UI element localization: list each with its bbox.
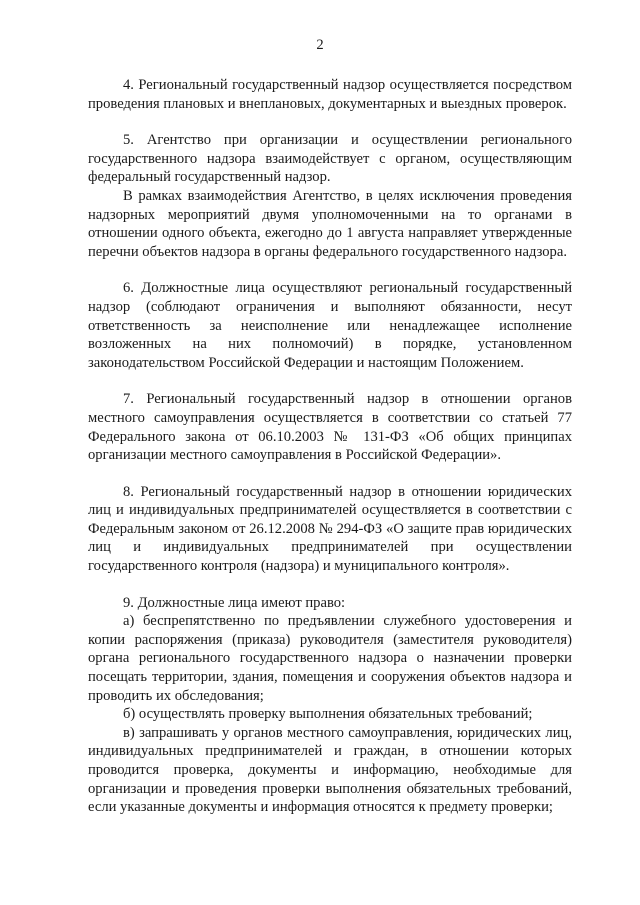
- document-body: [88, 76, 572, 817]
- page-number: 2: [316, 37, 324, 53]
- paragraph-5-continuation: В рамках взаимодействия Агентство, в целях исключения проведения надзорных мероприятий двумя уполномоченными на то органами в отношении одного объекта, ежегодно до 1 августа направляет утвержденные перечни объектов надзора в органы федерального государственного надзора.: [88, 187, 572, 260]
- paragraph-7: 7. Региональный государственный надзор в отношении органов местного самоуправления осуществляется в соответствии со статьей 77 Федерального закона от 06.10.2003 № 131-ФЗ «Об общих принципах организации местного самоуправления в Российской Федерации».: [88, 391, 572, 464]
- paragraph-9-heading: 9. Должностные лица имеют право:: [123, 594, 346, 611]
- paragraph-5: 5. Агентство при организации и осуществлении регионального государственного надзора взаимодействует с органом, осуществляющим федеральный государственный надзор.: [88, 132, 572, 186]
- list-item-b: б) осуществлять проверку выполнения обязательных требований;: [123, 706, 533, 723]
- list-item-a: а) беспрепятственно по предъявлении служебного удостоверения и копии распоряжения (приказа) руководителя (заместителя руководителя) органа регионального государственного надзора о назначении проверки посещать территории, здания, помещения и сооружения объектов надзора и проводить их обследования;: [88, 613, 572, 704]
- paragraph-6: 6. Должностные лица осуществляют региональный государственный надзор (соблюдают ограничения и выполняют обязанности, несут ответственность за неисполнение или ненадлежащее исполнение возложенных на них полномочий) в порядке, установленном законодательством Российской Федерации и настоящим Положением.: [88, 280, 572, 371]
- paragraph-8: 8. Региональный государственный надзор в отношении юридических лиц и индивидуальных предпринимателей осуществляется в соответствии с Федеральным законом от 26.12.2008 № 294-ФЗ «О защите прав юридических лиц и индивидуальных предпринимателей при осуществлении государственного контроля (надзора) и муниципального контроля».: [88, 483, 572, 575]
- list-item-c: в) запрашивать у органов местного самоуправления, юридических лиц, индивидуальных предпринимателей и граждан, в отношении которых проводится проверка, документы и информацию, необходимые для организации и проведения проверки выполнения обязательных требований, если указанные документы и информация относятся к предмету проверки;: [88, 724, 572, 816]
- paragraph-4: 4. Региональный государственный надзор осуществляется посредством проведения плановых и внеплановых, документарных и выездных проверок.: [88, 77, 572, 112]
